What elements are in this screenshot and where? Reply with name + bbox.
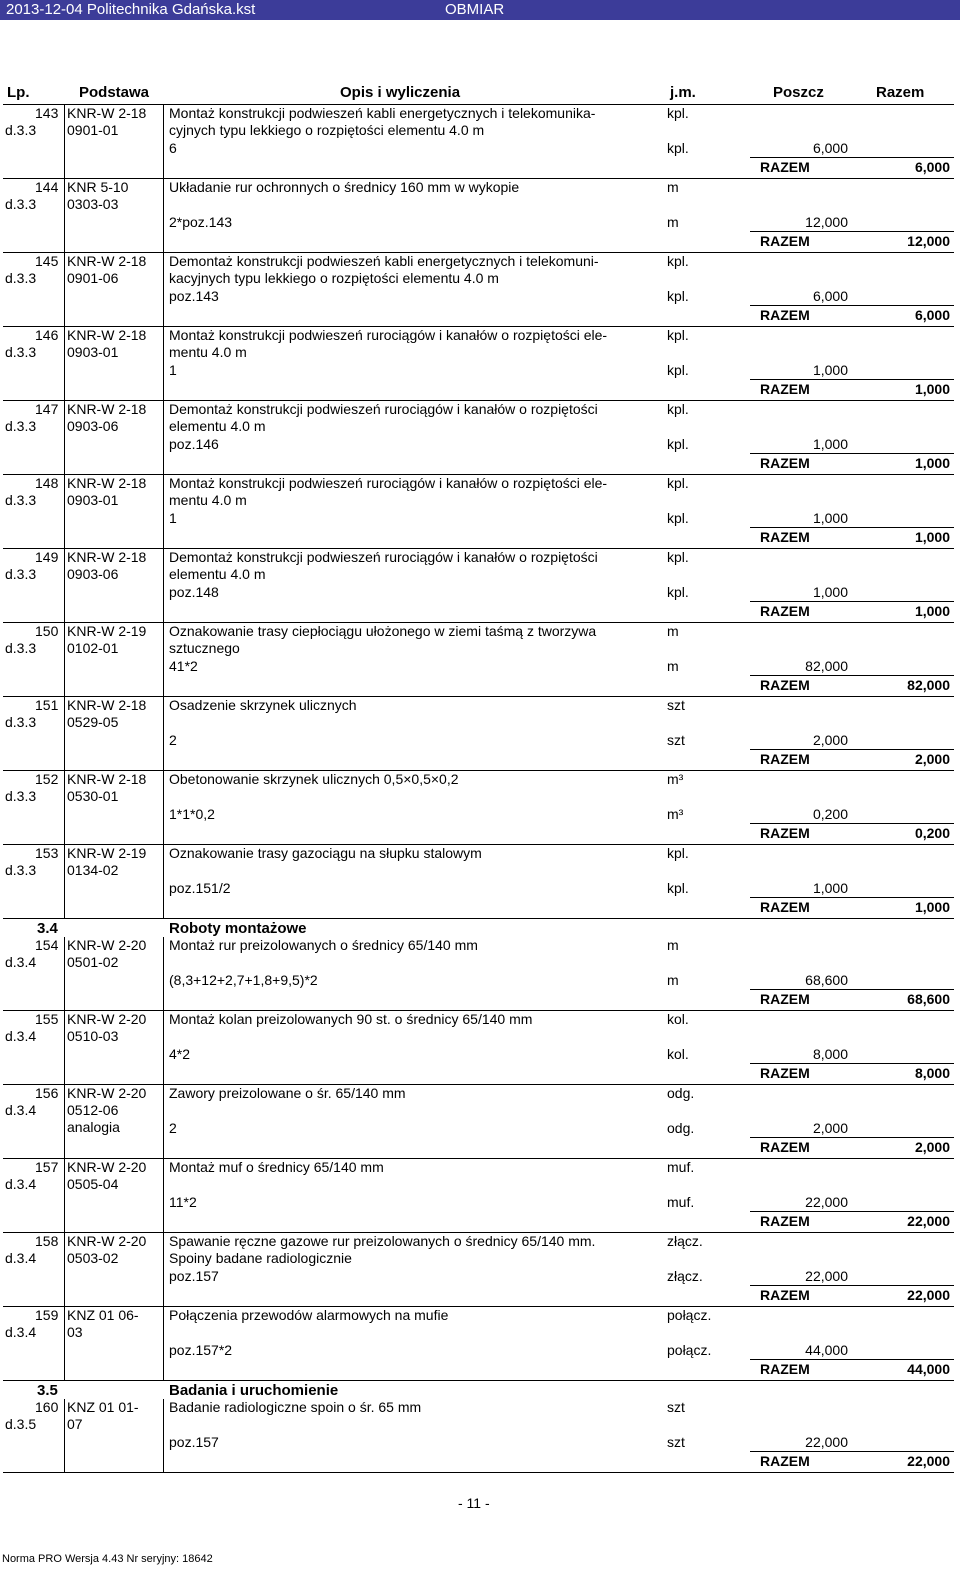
table-row [3, 105, 954, 179]
row-basis-1: KNR-W 2-18 [67, 549, 147, 565]
row-basis-1: KNR-W 2-19 [67, 845, 147, 861]
row-calculation: poz.146 [169, 436, 219, 452]
row-calc-unit: kol. [667, 1046, 689, 1062]
row-basis-2: 0134-02 [67, 862, 119, 878]
row-calculation: 6 [169, 140, 177, 156]
row-calc-value: 68,600 [805, 972, 848, 988]
header-podstawa: Podstawa [79, 84, 150, 101]
row-number: 153 [35, 845, 59, 861]
row-description: Demontaż konstrukcji podwieszeń rurociągów i kanałów o rozpiętości [169, 401, 598, 417]
table-row [3, 327, 954, 401]
row-total-value: 6,000 [914, 307, 950, 323]
row-total-label: RAZEM [760, 455, 810, 471]
row-number: 154 [35, 937, 59, 953]
row-total-value: 22,000 [907, 1213, 950, 1229]
row-subsection: d.3.4 [5, 1324, 37, 1340]
row-total-value: 22,000 [907, 1287, 950, 1303]
row-subsection: d.3.3 [5, 270, 37, 286]
row-total-value: 22,000 [907, 1453, 950, 1469]
row-total-label: RAZEM [760, 899, 810, 915]
row-unit: kpl. [667, 105, 689, 121]
row-description: Oznakowanie trasy ciepłociągu ułożonego w ziemi taśmą z tworzywa [169, 623, 597, 639]
row-basis-2: 0903-01 [67, 492, 119, 508]
row-basis-1: KNR-W 2-20 [67, 1011, 147, 1027]
section-heading [3, 1381, 954, 1399]
page-number: - 11 - [458, 1495, 490, 1511]
row-basis-2: 0529-05 [67, 714, 119, 730]
row-subsection: d.3.3 [5, 122, 37, 138]
row-unit: szt [667, 1399, 685, 1415]
row-total-label: RAZEM [760, 159, 810, 175]
row-description: Obetonowanie skrzynek ulicznych 0,5×0,5×0,2 [169, 771, 459, 787]
row-description: Montaż konstrukcji podwieszeń rurociągów i kanałów o rozpiętości ele- [169, 475, 608, 491]
table-row [3, 179, 954, 253]
row-calc-value: 22,000 [805, 1268, 848, 1284]
row-subsection: d.3.4 [5, 1028, 37, 1044]
row-description: Demontaż konstrukcji podwieszeń kabli energetycznych i telekomuni- [169, 253, 599, 269]
row-basis-1: KNR-W 2-18 [67, 475, 147, 491]
row-basis-1: KNZ 01 06- [67, 1307, 139, 1323]
row-unit: m [667, 623, 679, 639]
row-calculation: poz.157 [169, 1268, 219, 1284]
row-basis-2: 0503-02 [67, 1250, 119, 1266]
row-number: 150 [35, 623, 59, 639]
row-unit: m³ [667, 771, 684, 787]
row-number: 145 [35, 253, 59, 269]
row-total-value: 8,000 [914, 1065, 950, 1081]
table-row [3, 845, 954, 919]
row-calc-unit: złącz. [667, 1268, 703, 1284]
row-description: Montaż muf o średnicy 65/140 mm [169, 1159, 384, 1175]
row-number: 156 [35, 1085, 59, 1101]
row-unit: m [667, 937, 679, 953]
row-description: Demontaż konstrukcji podwieszeń rurociągów i kanałów o rozpiętości [169, 549, 598, 565]
row-description: Połączenia przewodów alarmowych na mufie [169, 1307, 449, 1323]
row-total-label: RAZEM [760, 825, 810, 841]
table-row [3, 771, 954, 845]
row-calc-value: 2,000 [812, 1120, 848, 1136]
row-description-2: mentu 4.0 m [169, 344, 247, 360]
obmiar-table [3, 80, 954, 1473]
row-total-value: 2,000 [914, 751, 950, 767]
row-number: 152 [35, 771, 59, 787]
row-number: 157 [35, 1159, 59, 1175]
row-unit: muf. [667, 1159, 695, 1175]
row-subsection: d.3.3 [5, 566, 37, 582]
row-calc-unit: kpl. [667, 140, 689, 156]
row-total-value: 1,000 [914, 455, 950, 471]
row-calc-value: 1,000 [812, 584, 848, 600]
row-basis-2: 0102-01 [67, 640, 119, 656]
row-calculation: poz.151/2 [169, 880, 231, 896]
row-unit: kpl. [667, 401, 689, 417]
row-calculation: 2 [169, 732, 177, 748]
row-total-label: RAZEM [760, 603, 810, 619]
table-row [3, 1085, 954, 1159]
section-title: Roboty montażowe [169, 920, 307, 937]
row-unit: kol. [667, 1011, 689, 1027]
row-unit: połącz. [667, 1307, 712, 1323]
row-unit: szt [667, 697, 685, 713]
row-basis-1: KNR-W 2-18 [67, 105, 147, 121]
row-calc-value: 82,000 [805, 658, 848, 674]
row-basis-3: analogia [67, 1119, 120, 1135]
table-row [3, 1307, 954, 1381]
row-calc-unit: m [667, 972, 679, 988]
header-razem: Razem [876, 84, 925, 101]
row-number: 149 [35, 549, 59, 565]
row-calc-unit: kpl. [667, 288, 689, 304]
row-description: Spawanie ręczne gazowe rur preizolowanych o średnicy 65/140 mm. [169, 1233, 596, 1249]
row-description: Montaż konstrukcji podwieszeń rurociągów i kanałów o rozpiętości ele- [169, 327, 608, 343]
row-calc-unit: kpl. [667, 510, 689, 526]
row-calc-value: 1,000 [812, 880, 848, 896]
row-description: Badanie radiologiczne spoin o śr. 65 mm [169, 1399, 422, 1415]
row-calculation: poz.157 [169, 1434, 219, 1450]
row-basis-2: 0903-01 [67, 344, 119, 360]
row-basis-1: KNR-W 2-20 [67, 1159, 147, 1175]
row-number: 151 [35, 697, 59, 713]
table-header [3, 80, 954, 105]
row-total-value: 6,000 [914, 159, 950, 175]
row-subsection: d.3.3 [5, 862, 37, 878]
row-total-label: RAZEM [760, 1361, 810, 1377]
row-calc-value: 1,000 [812, 436, 848, 452]
row-unit: m [667, 179, 679, 195]
row-number: 158 [35, 1233, 59, 1249]
row-calc-unit: kpl. [667, 362, 689, 378]
row-subsection: d.3.3 [5, 196, 37, 212]
row-basis-1: KNR-W 2-20 [67, 1233, 147, 1249]
table-row [3, 937, 954, 1011]
table-row [3, 1233, 954, 1307]
section-number: 3.4 [37, 920, 58, 937]
row-basis-2: 0510-03 [67, 1028, 119, 1044]
section-title: Badania i uruchomienie [169, 1382, 339, 1399]
table-row [3, 549, 954, 623]
row-calc-value: 6,000 [812, 140, 848, 156]
row-calculation: 1 [169, 510, 177, 526]
section-number: 3.5 [37, 1382, 58, 1399]
row-calculation: 11*2 [169, 1194, 197, 1210]
table-row [3, 475, 954, 549]
row-total-value: 2,000 [914, 1139, 950, 1155]
row-subsection: d.3.3 [5, 344, 37, 360]
row-calc-value: 2,000 [812, 732, 848, 748]
row-calculation: 2*poz.143 [169, 214, 233, 230]
row-description-2: elementu 4.0 m [169, 566, 266, 582]
table-row [3, 697, 954, 771]
row-calc-value: 44,000 [805, 1342, 848, 1358]
row-calculation: 2 [169, 1120, 177, 1136]
row-basis-2: 0303-03 [67, 196, 119, 212]
row-unit: kpl. [667, 253, 689, 269]
section-heading [3, 919, 954, 937]
row-total-label: RAZEM [760, 1213, 810, 1229]
row-calculation: (8,3+12+2,7+1,8+9,5)*2 [169, 972, 318, 988]
header-poszcz: Poszcz [773, 84, 824, 101]
row-subsection: d.3.3 [5, 418, 37, 434]
row-total-label: RAZEM [760, 529, 810, 545]
row-calculation: poz.143 [169, 288, 219, 304]
row-description: Oznakowanie trasy gazociągu na słupku stalowym [169, 845, 482, 861]
row-calc-unit: m [667, 658, 679, 674]
table-body [3, 105, 954, 1473]
row-calc-unit: odg. [667, 1120, 695, 1136]
row-subsection: d.3.3 [5, 492, 37, 508]
row-basis-2: 03 [67, 1324, 83, 1340]
row-calc-value: 22,000 [805, 1194, 848, 1210]
row-number: 148 [35, 475, 59, 491]
row-number: 143 [35, 105, 59, 121]
row-description: Montaż konstrukcji podwieszeń kabli energetycznych i telekomunika- [169, 105, 596, 121]
row-calculation: poz.157*2 [169, 1342, 233, 1358]
row-total-label: RAZEM [760, 1453, 810, 1469]
row-calc-unit: kpl. [667, 584, 689, 600]
row-basis-1: KNR-W 2-18 [67, 401, 147, 417]
row-basis-1: KNZ 01 01- [67, 1399, 139, 1415]
row-subsection: d.3.3 [5, 788, 37, 804]
row-total-value: 12,000 [907, 233, 950, 249]
row-unit: kpl. [667, 549, 689, 565]
row-calc-unit: m [667, 214, 679, 230]
row-basis-1: KNR 5-10 [67, 179, 129, 195]
software-note: Norma PRO Wersja 4.43 Nr seryjny: 18642 [2, 1553, 213, 1565]
file-name: 2013-12-04 Politechnika Gdańska.kst [6, 1, 256, 18]
row-basis-1: KNR-W 2-18 [67, 771, 147, 787]
row-unit: kpl. [667, 845, 689, 861]
row-total-label: RAZEM [760, 1287, 810, 1303]
row-basis-2: 0512-06 [67, 1102, 119, 1118]
row-total-value: 1,000 [914, 899, 950, 915]
header-opis: Opis i wyliczenia [340, 84, 461, 101]
row-basis-2: 0901-06 [67, 270, 119, 286]
row-basis-1: KNR-W 2-20 [67, 937, 147, 953]
row-total-value: 44,000 [907, 1361, 950, 1377]
row-total-label: RAZEM [760, 307, 810, 323]
row-subsection: d.3.3 [5, 714, 37, 730]
row-calculation: 41*2 [169, 658, 198, 674]
row-subsection: d.3.4 [5, 1176, 37, 1192]
row-basis-2: 0903-06 [67, 566, 119, 582]
row-basis-2: 0501-02 [67, 954, 119, 970]
row-subsection: d.3.3 [5, 640, 37, 656]
row-calculation: poz.148 [169, 584, 219, 600]
row-total-label: RAZEM [760, 1139, 810, 1155]
report-title: OBMIAR [445, 1, 505, 18]
row-basis-2: 07 [67, 1416, 83, 1432]
row-subsection: d.3.4 [5, 1250, 37, 1266]
row-total-label: RAZEM [760, 991, 810, 1007]
table-row [3, 623, 954, 697]
row-description-2: cyjnych typu lekkiego o rozpiętości elementu 4.0 m [169, 122, 485, 138]
row-total-label: RAZEM [760, 1065, 810, 1081]
row-unit: odg. [667, 1085, 695, 1101]
row-total-value: 1,000 [914, 381, 950, 397]
row-number: 160 [35, 1399, 59, 1415]
row-basis-2: 0505-04 [67, 1176, 119, 1192]
row-basis-1: KNR-W 2-19 [67, 623, 147, 639]
header-jm: j.m. [670, 84, 696, 101]
row-description-2: Spoiny badane radiologicznie [169, 1250, 352, 1266]
table-row [3, 1011, 954, 1085]
row-calc-value: 8,000 [812, 1046, 848, 1062]
row-basis-2: 0901-01 [67, 122, 119, 138]
row-calc-unit: szt [667, 1434, 685, 1450]
row-description: Zawory preizolowane o śr. 65/140 mm [169, 1085, 406, 1101]
row-subsection: d.3.5 [5, 1416, 37, 1432]
row-unit: kpl. [667, 327, 689, 343]
row-description-2: kacyjnych typu lekkiego o rozpiętości elementu 4.0 m [169, 270, 499, 286]
row-total-label: RAZEM [760, 381, 810, 397]
row-subsection: d.3.4 [5, 954, 37, 970]
row-calc-unit: szt [667, 732, 685, 748]
row-basis-1: KNR-W 2-18 [67, 253, 147, 269]
row-total-value: 1,000 [914, 529, 950, 545]
table-row [3, 253, 954, 327]
row-total-label: RAZEM [760, 233, 810, 249]
row-calc-unit: muf. [667, 1194, 695, 1210]
row-total-value: 82,000 [907, 677, 950, 693]
table-row [3, 1399, 954, 1473]
row-basis-1: KNR-W 2-18 [67, 697, 147, 713]
row-total-value: 68,600 [907, 991, 950, 1007]
row-description: Montaż rur preizolowanych o średnicy 65/140 mm [169, 937, 478, 953]
row-basis-2: 0903-06 [67, 418, 119, 434]
row-calc-value: 0,200 [812, 806, 848, 822]
row-total-label: RAZEM [760, 677, 810, 693]
row-calc-unit: połącz. [667, 1342, 712, 1358]
table-row [3, 401, 954, 475]
row-number: 155 [35, 1011, 59, 1027]
row-total-value: 1,000 [914, 603, 950, 619]
row-calc-unit: kpl. [667, 436, 689, 452]
row-description-2: sztucznego [169, 640, 240, 656]
row-unit: kpl. [667, 475, 689, 491]
row-total-label: RAZEM [760, 751, 810, 767]
row-calc-unit: kpl. [667, 880, 689, 896]
row-calc-value: 1,000 [812, 510, 848, 526]
row-basis-1: KNR-W 2-20 [67, 1085, 147, 1101]
row-description-2: elementu 4.0 m [169, 418, 266, 434]
document-header-bar [0, 0, 960, 20]
row-calc-value: 1,000 [812, 362, 848, 378]
row-calc-value: 22,000 [805, 1434, 848, 1450]
row-number: 144 [35, 179, 59, 195]
row-number: 146 [35, 327, 59, 343]
row-description: Montaż kolan preizolowanych 90 st. o średnicy 65/140 mm [169, 1011, 533, 1027]
row-calc-value: 12,000 [805, 214, 848, 230]
table-row [3, 1159, 954, 1233]
row-calc-value: 6,000 [812, 288, 848, 304]
header-lp: Lp. [7, 84, 30, 101]
row-description-2: mentu 4.0 m [169, 492, 247, 508]
row-subsection: d.3.4 [5, 1102, 37, 1118]
row-calculation: 4*2 [169, 1046, 191, 1062]
row-basis-1: KNR-W 2-18 [67, 327, 147, 343]
row-unit: złącz. [667, 1233, 703, 1249]
row-calculation: 1 [169, 362, 177, 378]
row-calc-unit: m³ [667, 806, 684, 822]
row-calculation: 1*1*0,2 [169, 806, 215, 822]
row-description: Osadzenie skrzynek ulicznych [169, 697, 357, 713]
row-description: Układanie rur ochronnych o średnicy 160 mm w wykopie [169, 179, 520, 195]
row-total-value: 0,200 [914, 825, 950, 841]
row-number: 147 [35, 401, 59, 417]
row-basis-2: 0530-01 [67, 788, 119, 804]
row-number: 159 [35, 1307, 59, 1323]
